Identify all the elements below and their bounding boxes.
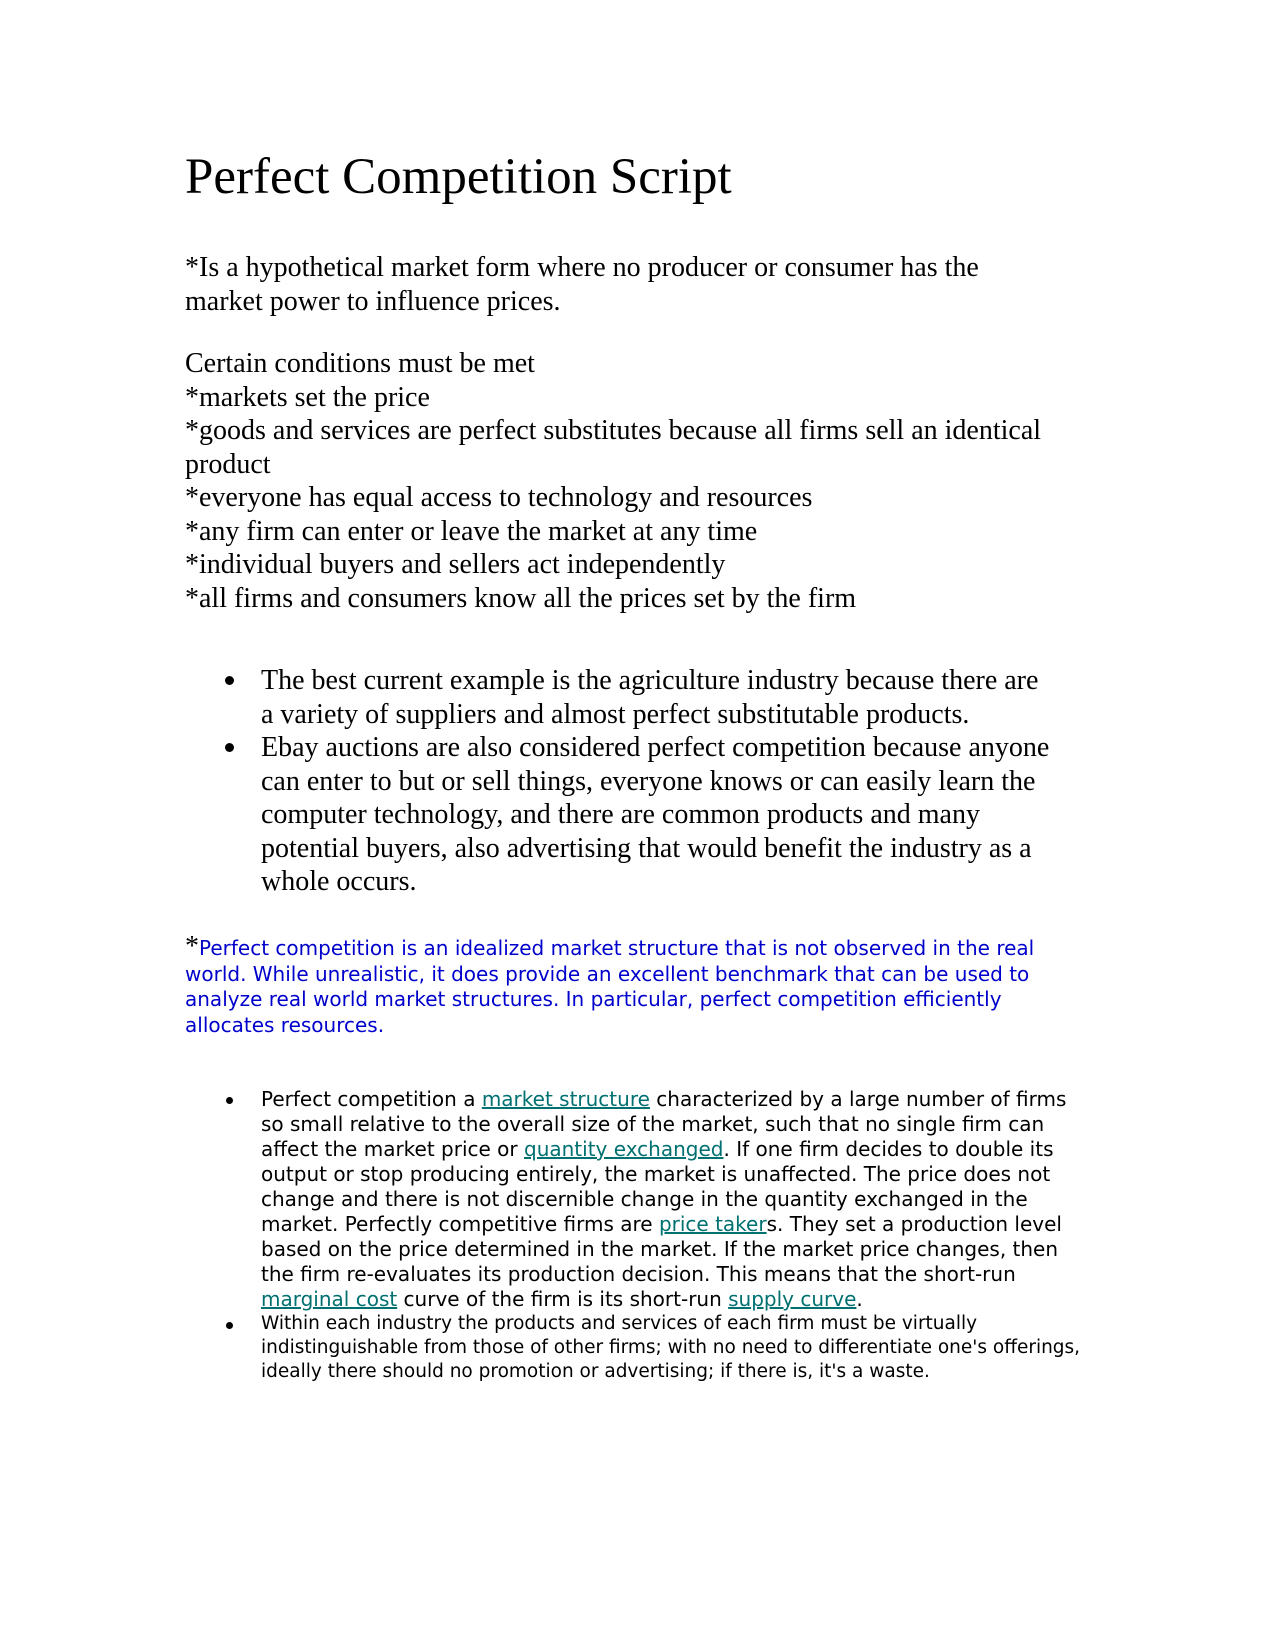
detail-text: Perfect competition a: [261, 1087, 482, 1111]
details-list: [185, 1087, 1085, 1384]
example-line: a variety of suppliers and almost perfect substitutable products.: [261, 698, 970, 730]
price-taker-link[interactable]: price taker: [658, 1212, 767, 1236]
intro-paragraph: [185, 251, 1085, 318]
example-line: can enter to but or sell things, everyone knows or can easily learn the: [261, 765, 1036, 797]
list-item: [185, 664, 1085, 731]
market-structure-link[interactable]: market structure: [481, 1087, 650, 1111]
examples-list: [185, 664, 1085, 899]
bullet-icon: [226, 1097, 233, 1104]
note-text: Perfect competition is an idealized market structure that is not observed in the real world. While unrealistic, it does provide an excellent benchmark that can be used to analyze real world market structures. In particular, perfect competition efficiently allocates resources.: [185, 936, 1035, 1037]
condition-line: *markets set the price: [185, 381, 430, 413]
example-line: potential buyers, also advertising that would benefit the industry as a: [261, 832, 1032, 864]
detail-text: . If one firm decides to double its output or stop producing entirely, the market is unaffected. The price does not change and there is not discernible change in the quantity exchanged in the market. Perfectly competitive firms are: [261, 1137, 1054, 1236]
detail-text: curve of the firm is its short-run: [397, 1287, 729, 1311]
note-asterisk: *: [185, 931, 199, 962]
condition-line: *goods and services are perfect substitutes because all firms sell an identical: [185, 415, 1042, 446]
example-line: The best current example is the agriculture industry because there are: [261, 665, 1039, 696]
condition-line: product: [185, 448, 271, 480]
detail-text: characterized by a large number of firms so small relative to the overall size of the market, such that no single firm can affect the market price or: [261, 1087, 1067, 1161]
example-line: whole occurs.: [261, 866, 417, 897]
list-item: [185, 731, 1085, 899]
list-item: [185, 1087, 1085, 1312]
condition-line: *all firms and consumers know all the prices set by the firm: [185, 582, 857, 614]
conditions-heading: Certain conditions must be met: [185, 348, 535, 379]
intro-line: market power to influence prices.: [185, 285, 561, 317]
detail-text: Within each industry the products and services of each firm must be virtually indistinguishable from those of other firms; with no need to differentiate one's offerings, ideally there should no promotion or advertising; if there is, it's a waste.: [261, 1313, 1081, 1382]
bullet-icon: [225, 676, 234, 685]
example-line: computer technology, and there are common products and many: [261, 799, 980, 830]
quantity-exchanged-link[interactable]: quantity exchanged: [524, 1137, 724, 1161]
marginal-cost-link[interactable]: marginal cost: [261, 1287, 398, 1311]
list-item: [185, 1312, 1085, 1384]
condition-line: *individual buyers and sellers act independently: [185, 549, 726, 580]
detail-text: s. They set a production level based on the price determined in the market. If the market price changes, then the firm re-evaluates its production decision. This means that the short-run: [261, 1212, 1062, 1286]
bullet-icon: [225, 743, 234, 752]
note-paragraph: [185, 931, 1075, 1038]
example-line: Ebay auctions are also considered perfect competition because anyone: [261, 732, 1050, 763]
condition-line: *any firm can enter or leave the market at any time: [185, 515, 758, 547]
document-title: Perfect Competition Script: [185, 149, 732, 205]
detail-text: .: [856, 1287, 863, 1311]
bullet-icon: [226, 1322, 233, 1329]
supply-curve-link[interactable]: supply curve: [728, 1287, 857, 1311]
intro-line: *Is a hypothetical market form where no producer or consumer has the: [185, 252, 979, 283]
condition-line: *everyone has equal access to technology and resources: [185, 482, 813, 513]
conditions-paragraph: [185, 347, 1085, 615]
